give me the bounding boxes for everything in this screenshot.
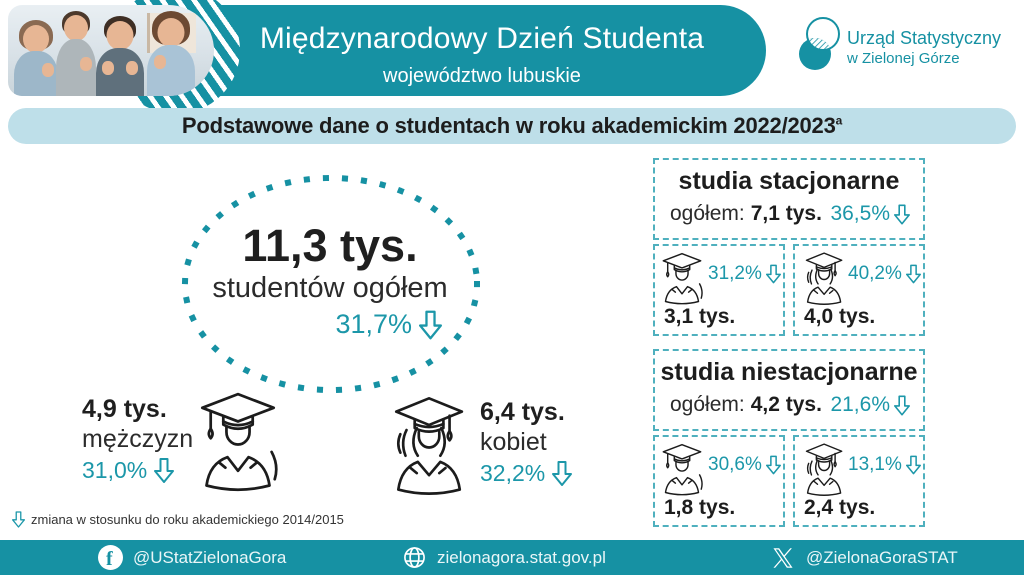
women-label: kobiet [480,428,547,456]
female-graduate-icon [801,252,845,307]
page-subtitle: województwo lubuskie [383,65,581,87]
down-arrow-icon [906,455,921,475]
total-value: 4,2 tys. [750,393,822,416]
footnote-text: zmiana w stosunku do roku akademickiego 2014/2015 [31,512,344,527]
men-change [82,457,200,484]
male-graduate-icon [661,252,703,307]
total-change [830,393,910,417]
logo-name-line2: w Zielonej Górze [847,50,960,67]
women-stats-block [480,398,600,487]
down-arrow-icon [419,310,442,340]
men-label: mężczyzn [82,425,194,453]
x-twitter-link[interactable] [770,540,958,575]
down-arrow-icon [766,264,781,284]
men-change-value: 31,2% [708,263,762,284]
women-change [480,460,600,487]
female-graduate-icon [801,443,845,498]
section-title-text: Podstawowe dane o studentach w roku akademickim 2022/2023 [181,113,836,138]
panel-part-time-header [653,349,925,431]
panel-full-time-women-box [793,244,925,336]
male-graduate-icon [198,391,278,496]
total-change-value: 21,6% [830,393,890,416]
header-banner [198,5,766,96]
women-change [848,454,921,476]
total-change-value: 31,7% [335,309,412,340]
women-change [848,263,921,285]
men-value: 1,8 tys. [664,496,736,519]
website-link[interactable] [402,540,606,575]
male-graduate-icon [661,443,703,498]
x-handle: @ZielonaGoraSTAT [806,547,958,567]
total-students-block [196,222,464,340]
down-arrow-icon [906,264,921,284]
panel-part-time-total-row [655,387,923,417]
panel-full-time-men-box [653,244,785,336]
logo-name-line1: Urząd Statystyczny [847,28,1002,48]
women-value: 2,4 tys. [804,496,876,519]
total-label: ogółem: [670,202,745,225]
down-arrow-icon [12,511,25,528]
down-arrow-icon [154,457,174,484]
men-value: 3,1 tys. [664,305,736,328]
women-change-value: 32,2% [480,460,546,486]
total-students-value: 11,3 tys. [242,220,418,271]
facebook-handle: @UStatZielonaGora [133,547,287,567]
website-url: zielonagora.stat.gov.pl [437,547,606,567]
footnote [12,511,344,528]
women-value: 6,4 tys. [480,398,565,426]
panel-part-time-women-box [793,435,925,527]
total-change-value: 36,5% [830,202,890,225]
panel-full-time-total-row [655,196,923,226]
section-title [182,113,842,139]
down-arrow-icon [894,395,910,416]
panel-full-time-header [653,158,925,240]
students-photo [8,5,214,96]
total-students-change [196,309,464,340]
men-change-value: 31,0% [82,457,148,483]
x-twitter-icon [770,545,796,571]
total-change [830,202,910,226]
statistical-office-logo [793,12,1008,90]
logo-circles-icon [793,12,845,90]
men-change [708,263,781,285]
men-stats-block [82,395,200,484]
globe-icon [402,545,427,570]
panel-part-time-title: studia niestacjonarne [660,358,918,386]
down-arrow-icon [552,460,572,487]
page-title: Międzynarodowy Dzień Studenta [259,22,705,55]
men-change-value: 30,6% [708,454,762,475]
section-title-bar [8,108,1016,144]
men-change [708,454,781,476]
men-value: 4,9 tys. [82,395,167,423]
panel-full-time-title: studia stacjonarne [678,167,900,195]
total-value: 7,1 tys. [750,202,822,225]
women-change-value: 40,2% [848,263,902,284]
women-change-value: 13,1% [848,454,902,475]
total-students-label: studentów ogółem [212,272,448,305]
down-arrow-icon [766,455,781,475]
female-graduate-icon [386,395,468,500]
total-label: ogółem: [670,393,745,416]
footnote-marker: a [835,113,843,128]
facebook-icon: f [98,545,123,570]
women-value: 4,0 tys. [804,305,876,328]
facebook-link[interactable] [98,540,286,575]
down-arrow-icon [894,204,910,225]
panel-part-time-men-box [653,435,785,527]
footer-bar [0,540,1024,575]
